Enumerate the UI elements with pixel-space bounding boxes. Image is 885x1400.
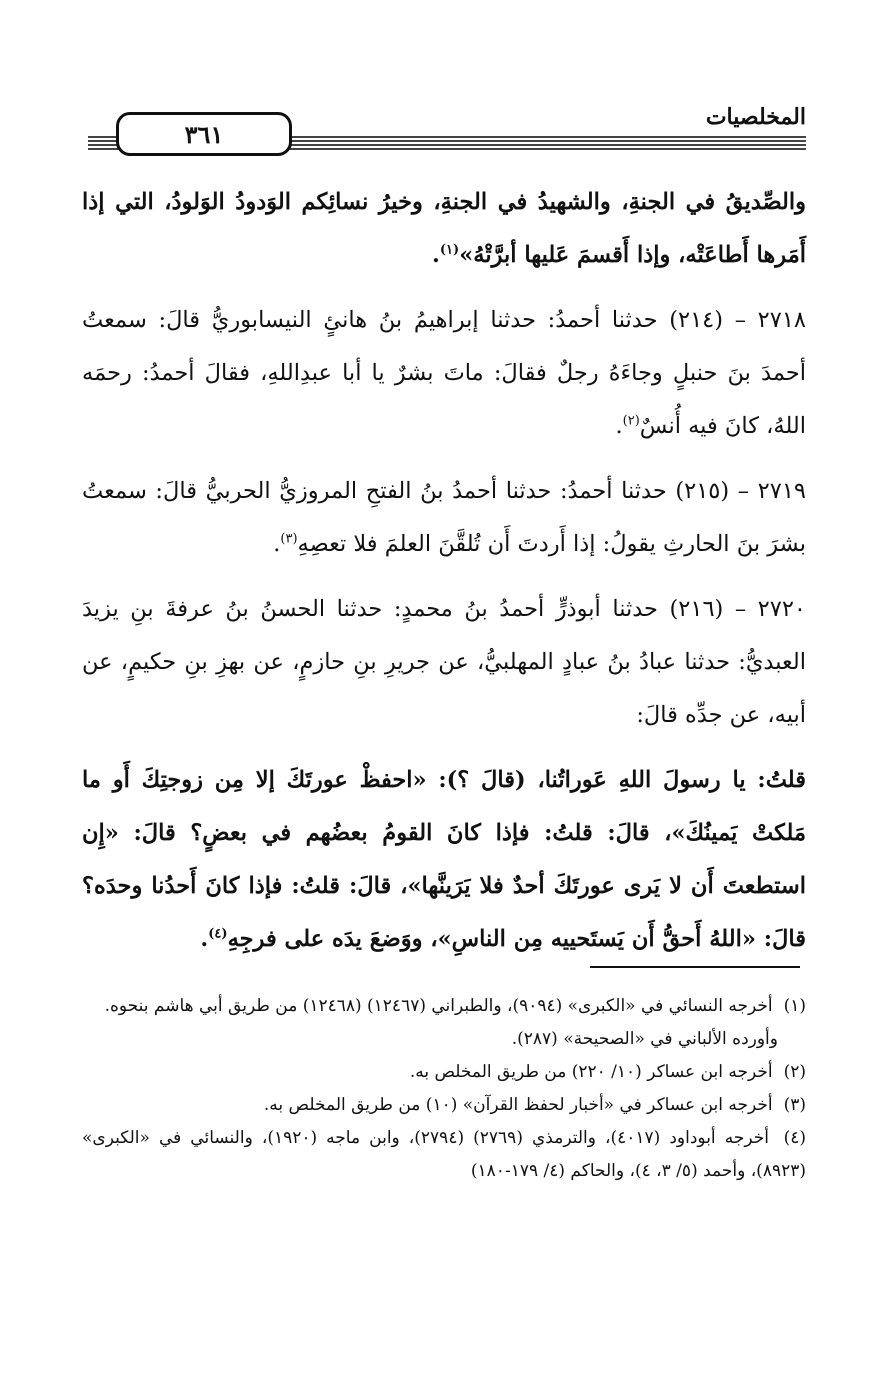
paragraph — [82, 465, 806, 571]
paragraph — [82, 583, 806, 742]
footnote-separator — [590, 966, 800, 968]
footnote-number: (٤) — [783, 1128, 806, 1148]
running-header — [88, 100, 806, 160]
footnote — [82, 990, 806, 1023]
paragraph-text: والصِّديقُ في الجنةِ، والشهيدُ في الجنةِ، وخيرُ نسائِكم الوَدودُ الوَلودُ، التي إذا أَمَرها أَطاعَتْه، وإذا أَقسمَ عَليها أبرَّتْهُ» — [82, 189, 806, 268]
footnotes — [82, 990, 806, 1188]
footnote-text: أخرجه أبوداود (٤٠١٧)، والترمذي (٢٧٦٩) (٢٧٩٤)، وابن ماجه (١٩٢٠)، والنسائي في «الكبرى» (٨٩٢٣)، وأحمد (٥/ ٣، ٤)، والحاكم (٤/ ١٧٩-١٨٠) — [82, 1128, 806, 1181]
page-number-box — [116, 112, 292, 156]
footnote — [82, 1023, 806, 1056]
main-text — [82, 176, 806, 978]
paragraph-text: ٢٧١٨ – (٢١٤) حدثنا أحمدُ: حدثنا إبراهيمُ بنُ هانئٍ النيسابوريُّ قالَ: سمعتُ أحمدَ بنَ حنبلٍ وجاءَهُ رجلٌ فقالَ: ماتَ بشرٌ يا أبا عبدِاللهِ، فقالَ أحمدُ: رحمَه اللهُ، كانَ فيه أُنسٌ — [82, 307, 807, 439]
paragraph-end: . — [615, 413, 623, 439]
footnote-ref: (١) — [439, 242, 460, 258]
footnote-ref: (٢) — [622, 413, 640, 429]
footnote — [82, 1122, 806, 1188]
paragraph-text: ٢٧٢٠ – (٢١٦) حدثنا أبوذرٍّ أحمدُ بنُ محمدٍ: حدثنا الحسنُ بنُ عرفةَ بنِ يزيدَ العبديُّ: حدثنا عبادُ بنُ عبادٍ المهلبيُّ، عن جريرِ بنِ حازمٍ، عن بهزِ بنِ حكيمٍ، عن أبيه، عن جدِّه قالَ: — [82, 596, 806, 728]
paragraph — [82, 294, 806, 453]
paragraph-end: . — [432, 242, 440, 268]
footnote-text: أخرجه ابن عساكر في «أخبار لحفظ القرآن» (١٠) من طريق المخلص به. — [263, 1095, 773, 1115]
page-number: ٣٦١ — [184, 119, 224, 149]
footnote-text: وأورده الألباني في «الصحيحة» (٢٨٧). — [511, 1029, 778, 1049]
paragraph-text: قلتُ: يا رسولَ اللهِ عَوراتُنا، (قالَ ؟): «احفظْ عورتَكَ إلا مِن زوجتِكَ أَو ما مَلكتْ يَمينُكَ»، قالَ: قلتُ: فإذا كانَ القومُ بعضُهم في بعضٍ؟ قالَ: «إِن استطعتَ أَن لا يَرى عورتَكَ أحدٌ فلا يَرَينَّها»، قالَ: قلتُ: فإذا كانَ أَحدُنا وحدَه؟ قالَ: «اللهُ أَحقُّ أَن يَستَحييه مِن الناسِ»، ووَضعَ يدَه على فرجِهِ — [82, 767, 806, 952]
footnote-number: (١) — [783, 996, 806, 1016]
footnote-number: (٢) — [783, 1062, 806, 1082]
paragraph-end: . — [273, 531, 281, 557]
footnote-text: أخرجه النسائي في «الكبرى» (٩٠٩٤)، والطبراني (١٢٤٦٧) (١٢٤٦٨) من طريق أبي هاشم بنحوه. — [104, 996, 773, 1016]
footnote — [82, 1056, 806, 1089]
book-title: المخلصيات — [698, 104, 806, 130]
footnote — [82, 1089, 806, 1122]
footnote-ref: (٣) — [280, 531, 298, 547]
footnote-ref: (٤) — [208, 926, 228, 942]
paragraph-end: . — [200, 926, 209, 952]
paragraph — [82, 754, 806, 966]
paragraph-text: ٢٧١٩ – (٢١٥) حدثنا أحمدُ: حدثنا أحمدُ بنُ الفتحِ المروزيُّ الحربيُّ قالَ: سمعتُ بشرَ بنَ الحارثِ يقولُ: إذا أَردتَ أَن تُلقَّنَ العلمَ فلا تعصِهِ — [82, 478, 806, 557]
footnote-text: أخرجه ابن عساكر (١٠/ ٢٢٠) من طريق المخلص به. — [409, 1062, 773, 1082]
footnote-number: (٣) — [783, 1095, 806, 1115]
paragraph — [82, 176, 806, 282]
